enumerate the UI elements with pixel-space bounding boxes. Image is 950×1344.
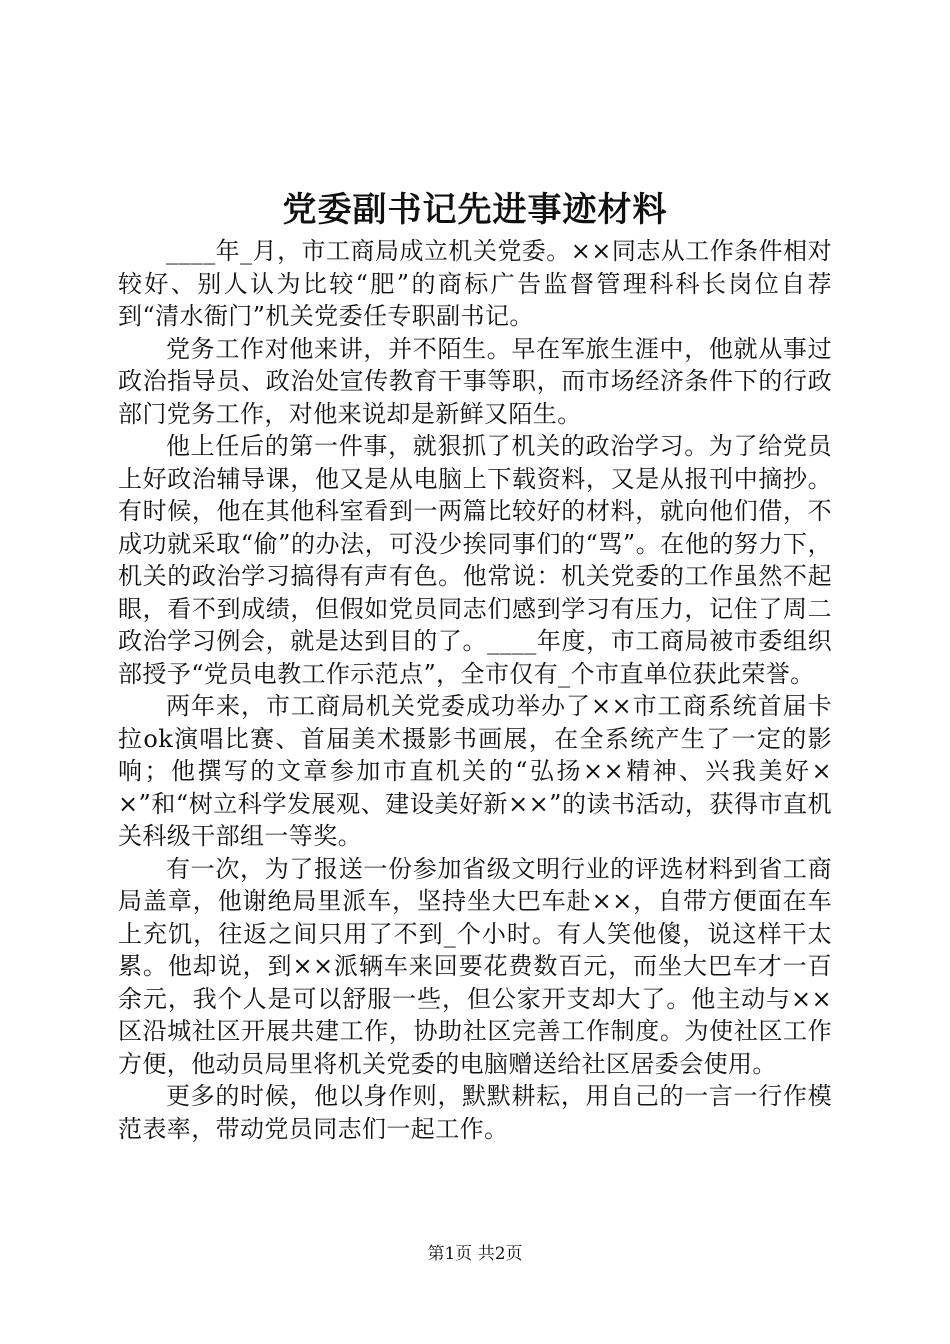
paragraph: 两年来，市工商局机关党委成功举办了××市工商系统首届卡拉ok演唱比赛、首届美术摄影书画展，在全系统产生了一定的影响；他撰写的文章参加市直机关的“弘扬××精神、兴我美好××”和“树立科学发展观、建设美好新××”的读书活动，获得市直机关科级干部组一等奖。: [118, 692, 832, 850]
page-number: 第1页: [427, 1244, 473, 1264]
paragraph: ____年_月，市工商局成立机关党委。××同志从工作条件相对较好、别人认为比较“肥”的商标广告监督管理科科长岗位自荐到“清水衙门”机关党委任专职副书记。: [118, 237, 832, 330]
paragraph: 更多的时候，他以身作则，默默耕耘，用自己的一言一行作模范表率，带动党员同志们一起工作。: [118, 1082, 832, 1143]
paragraph: 党务工作对他来讲，并不陌生。早在军旅生涯中，他就从事过政治指导员、政治处宣传教育干事等职，而市场经济条件下的行政部门党务工作，对他来说却是新鲜又陌生。: [118, 334, 832, 428]
paragraph: 有一次，为了报送一份参加省级文明行业的评选材料到省工商局盖章，他谢绝局里派车，坚持坐大巴车赴××，自带方便面在车上充饥，往返之间只用了不到_个小时。有人笑他傻，说这样干太累。他却说，到××派辆车来回要花费数百元，而坐大巴车才一百余元，我个人是可以舒服一些，但公家开支却大了。他主动与××区沿城社区开展共建工作，协助社区完善工作制度。为使社区工作方便，他动员局里将机关党委的电脑赠送给社区居委会使用。: [118, 854, 832, 1078]
document-body: [118, 235, 832, 1145]
paragraph: 他上任后的第一件事，就狠抓了机关的政治学习。为了给党员上好政治辅导课，他又是从电脑上下载资料，又是从报刊中摘抄。有时候，他在其他科室看到一两篇比较好的材料，就向他们借，不成功就采取“偷”的办法，可没少挨同事们的“骂”。在他的努力下，机关的政治学习搞得有声有色。他常说：机关党委的工作虽然不起眼，看不到成绩，但假如党员同志们感到学习有压力，记住了周二政治学习例会，就是达到目的了。____年度，市工商局被市委组织部授予“党员电教工作示范点”，全市仅有_个市直单位获此荣誉。: [118, 432, 832, 688]
page-total: 共2页: [477, 1244, 523, 1264]
page-footer: [0, 1242, 950, 1266]
document-title: 党委副书记先进事迹材料: [282, 190, 668, 230]
